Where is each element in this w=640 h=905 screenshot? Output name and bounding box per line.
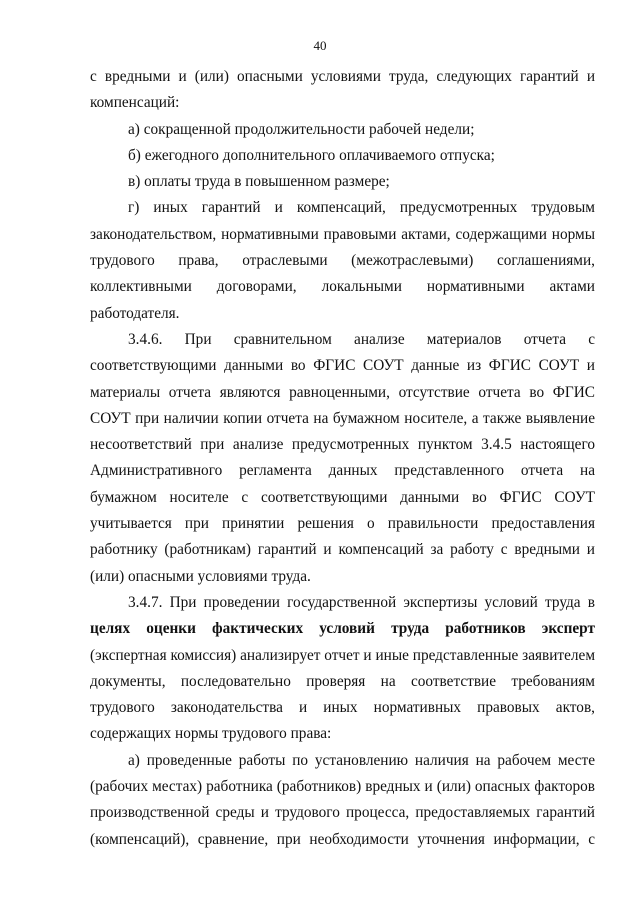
text-line: материалы отчета являются равноценными, отсутствие отчета во ФГИС [90, 383, 595, 401]
text-line: в) оплаты труда в повышенном размере; [128, 173, 390, 191]
text-line: документы, последовательно проверяя на соответствие требованиям [90, 672, 595, 690]
text-line: а) сокращенной продолжительности рабочей недели; [128, 120, 475, 138]
text-line: соответствующими данными во ФГИС СОУТ данные из ФГИС СОУТ и [90, 357, 595, 375]
text-line: коллективными договорами, локальными нормативными актами [90, 278, 595, 296]
text-line: компенсаций: [90, 94, 180, 112]
text-line: (рабочих местах) работника (работников) вредных и (или) опасных факторов [90, 778, 595, 796]
text-line: работнику (работникам) гарантий и компенсаций за работу с вредными и [90, 541, 595, 559]
text-line: содержащих нормы трудового права: [90, 725, 332, 743]
text-line: (или) опасными условиями труда. [90, 567, 311, 585]
text-line: трудового законодательства и иных нормативных правовых актов, [90, 699, 595, 717]
text-line: с вредными и (или) опасными условиями труда, следующих гарантий и [90, 68, 595, 85]
text-line: Административного регламента данных представленного отчета на [90, 462, 595, 480]
text-line: трудового права, отраслевыми (межотраслевыми) соглашениями, [90, 252, 595, 270]
text-line: 3.4.6. При сравнительном анализе материалов отчета с [128, 330, 595, 348]
text-line: работодателя. [90, 304, 180, 322]
text-line: целях оценки фактических условий труда работников эксперт [90, 620, 595, 638]
text-line: СОУТ при наличии копии отчета на бумажном носителе, а также выявление [90, 409, 595, 427]
text-line: законодательством, нормативными правовыми актами, содержащими нормы [90, 225, 595, 243]
text-line: б) ежегодного дополнительного оплачиваемого отпуска; [128, 146, 495, 164]
text-line: 3.4.7. При проведении государственной экспертизы условий труда в [128, 593, 595, 611]
text-line: бумажном носителе с соответствующими данными во ФГИС СОУТ [90, 488, 595, 506]
text-line: (компенсаций), сравнение, при необходимости уточнения информации, с [90, 830, 595, 848]
text-line: г) иных гарантий и компенсаций, предусмотренных трудовым [128, 199, 595, 217]
text-line: (экспертная комиссия) анализирует отчет и иные представленные заявителем [90, 646, 595, 664]
document-body [90, 64, 595, 853]
text-line: а) проведенные работы по установлению наличия на рабочем месте [128, 751, 595, 769]
text-line: несоответствий при анализе предусмотренных пунктом 3.4.5 настоящего [90, 436, 595, 454]
text-line: производственной среды и трудового процесса, предоставляемых гарантий [90, 804, 595, 822]
page-number: 40 [313, 38, 327, 53]
text-line: учитывается при принятии решения о правильности предоставления [90, 515, 595, 533]
